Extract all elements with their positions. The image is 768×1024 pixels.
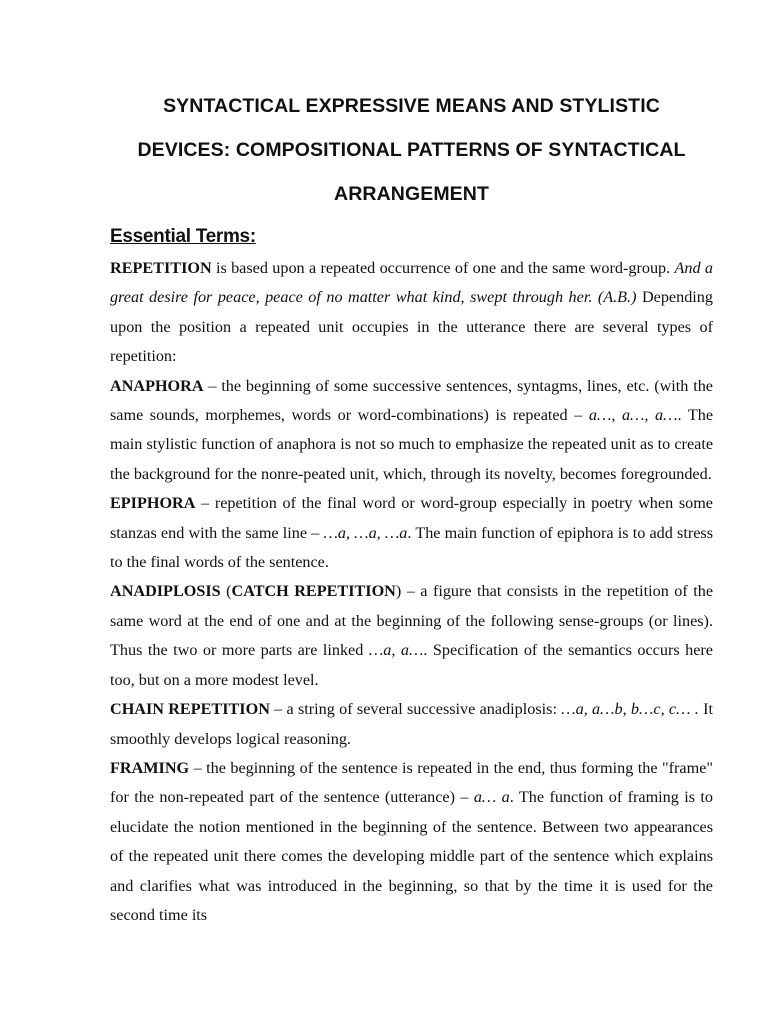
- anadiplosis-text-2: . Specification of the semantics occurs here too, but on a more modest level.: [110, 641, 713, 689]
- term-repetition: REPETITION: [110, 259, 212, 277]
- anadiplosis-text-1: ) – a figure that consists in the repetition of the same word at the end of one and at the beginning of the following sense-groups (or lines). Thus the two or more parts are linked: [110, 582, 714, 660]
- framing-text-1: – the beginning of the sentence is repeated in the end, thus forming the "frame" for the non-repeated part of the sentence (utterance) –: [110, 758, 713, 807]
- document-title: [110, 84, 713, 216]
- anadiplosis-pattern: …a, a…: [368, 641, 424, 660]
- title-line-2: DEVICES: COMPOSITIONAL PATTERNS OF SYNTACTICAL: [137, 139, 686, 161]
- title-line-3: ARRANGEMENT: [334, 183, 489, 205]
- anaphora-pattern: a…, a…, a…: [588, 406, 678, 425]
- term-catch-repetition: CATCH REPETITION: [231, 582, 396, 601]
- framing-pattern: a… a: [473, 788, 510, 807]
- paragraph-epiphora: [110, 489, 713, 577]
- epiphora-text-2: . The main function of epiphora is to add stress to the final words of the sentence.: [110, 523, 713, 572]
- section-heading: Essential Terms:: [110, 226, 256, 247]
- chain-pattern: …a, a…b, b…c, c… .: [561, 700, 699, 719]
- term-chain-repetition: CHAIN REPETITION: [110, 700, 270, 719]
- anadiplosis-open: (: [220, 582, 232, 601]
- paragraph-anadiplosis: [110, 577, 713, 695]
- paragraph-chain-repetition: [110, 695, 713, 754]
- term-anaphora: ANAPHORA: [110, 376, 204, 395]
- document-page: [110, 84, 713, 930]
- anaphora-text-1: – the beginning of some successive sentences, syntagms, lines, etc. (with the same sounds, morphemes, words or word-combinations) is repeated –: [110, 376, 713, 425]
- framing-text-2: . The function of framing is to elucidate the notion mentioned in the beginning of the sentence. Between two appearances of the repeated unit there comes the developing middle part of the sentence which explains and clarifies what was introduced in the beginning, so that by the time it is used for the second time its: [110, 788, 713, 924]
- repetition-text-2: Depending upon the position a repeated unit occupies in the utterance there are several types of repetition:: [110, 288, 713, 366]
- repetition-example: And a great desire for peace, peace of no matter what kind, swept through her. (A.B.): [110, 259, 713, 307]
- term-framing: FRAMING: [110, 758, 190, 777]
- epiphora-text-1: – repetition of the final word or word-group especially in poetry when some stanzas end with the same line –: [110, 494, 713, 542]
- paragraph-repetition: [110, 254, 713, 372]
- epiphora-pattern: …a, …a, …a: [323, 523, 408, 542]
- anaphora-text-2: . The main stylistic function of anaphora is not so much to emphasize the repeated unit as to create the background for the nonre-peated unit, which, through its novelty, becomes foregrounded.: [110, 406, 714, 483]
- chain-text-1: – a string of several successive anadiplosis:: [269, 700, 562, 719]
- term-epiphora: EPIPHORA: [110, 494, 196, 513]
- term-anadiplosis: ANADIPLOSIS: [110, 582, 221, 601]
- paragraph-anaphora: [110, 372, 713, 490]
- title-line-1: SYNTACTICAL EXPRESSIVE MEANS AND STYLISTIC: [163, 95, 660, 117]
- paragraph-framing: [110, 754, 713, 930]
- chain-text-2: It smoothly develops logical reasoning.: [110, 700, 713, 748]
- repetition-text-1: is based upon a repeated occurrence of one and the same word-group.: [211, 259, 675, 277]
